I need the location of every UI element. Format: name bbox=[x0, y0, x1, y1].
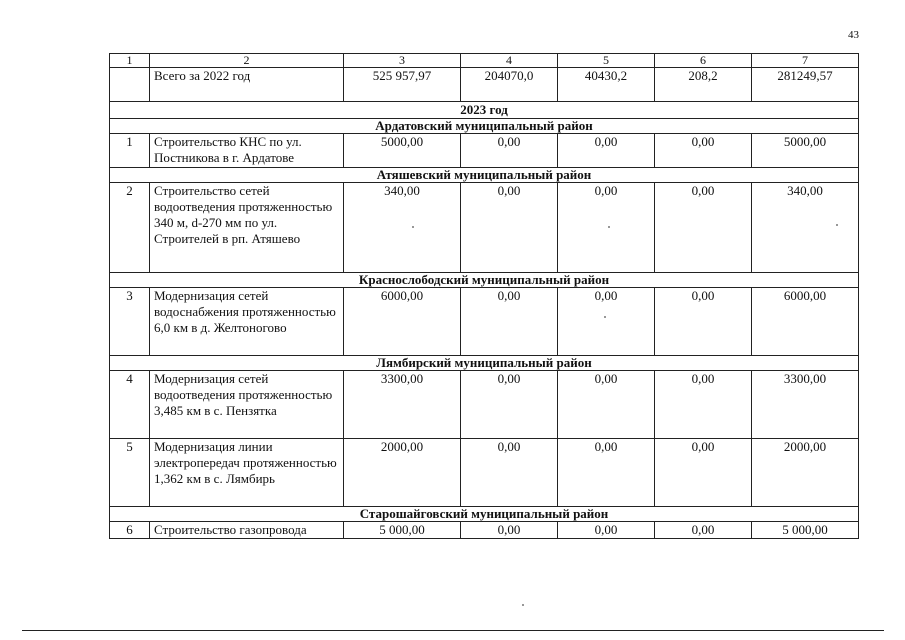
column-number: 3 bbox=[344, 54, 461, 68]
scan-speck bbox=[836, 224, 838, 226]
scan-speck bbox=[522, 604, 524, 606]
row-description: Модернизация линии электропередач протяженностью 1,362 км в с. Лямбирь bbox=[150, 439, 344, 507]
table-row bbox=[110, 288, 859, 356]
section-heading-row bbox=[110, 119, 859, 134]
value-cell: 525 957,97 bbox=[344, 68, 461, 102]
value-cell: 6000,00 bbox=[752, 288, 859, 356]
value-cell: 0,00 bbox=[558, 183, 655, 273]
row-number: 2 bbox=[110, 183, 150, 273]
value-cell: 2000,00 bbox=[752, 439, 859, 507]
section-heading-row bbox=[110, 507, 859, 522]
value-cell: 0,00 bbox=[655, 371, 752, 439]
value-cell: 5000,00 bbox=[752, 134, 859, 168]
value-cell: 0,00 bbox=[655, 522, 752, 539]
total-label: Всего за 2022 год bbox=[150, 68, 344, 102]
table-row bbox=[110, 183, 859, 273]
value-cell: 3300,00 bbox=[752, 371, 859, 439]
year-heading-row bbox=[110, 102, 859, 119]
value-cell: 5000,00 bbox=[344, 134, 461, 168]
scan-speck bbox=[604, 316, 606, 318]
value-cell: 208,2 bbox=[655, 68, 752, 102]
table-row bbox=[110, 439, 859, 507]
table-row bbox=[110, 134, 859, 168]
column-number: 7 bbox=[752, 54, 859, 68]
year-heading: 2023 год bbox=[110, 102, 859, 119]
value-cell: 0,00 bbox=[558, 371, 655, 439]
value-cell: 340,00 bbox=[752, 183, 859, 273]
value-cell: 0,00 bbox=[558, 522, 655, 539]
row-number-cell bbox=[110, 68, 150, 102]
section-heading: Краснослободский муниципальный район bbox=[110, 273, 859, 288]
column-number: 5 bbox=[558, 54, 655, 68]
row-number: 4 bbox=[110, 371, 150, 439]
column-number: 2 bbox=[150, 54, 344, 68]
value-cell: 0,00 bbox=[461, 371, 558, 439]
table-row bbox=[110, 371, 859, 439]
scan-speck bbox=[412, 226, 414, 228]
value-cell: 0,00 bbox=[558, 439, 655, 507]
row-number: 6 bbox=[110, 522, 150, 539]
column-number: 1 bbox=[110, 54, 150, 68]
row-description: Строительство сетей водоотведения протяженностью 340 м, d-270 мм по ул. Строителей в рп. Атяшево bbox=[150, 183, 344, 273]
value-cell: 6000,00 bbox=[344, 288, 461, 356]
value-cell: 281249,57 bbox=[752, 68, 859, 102]
row-description: Строительство КНС по ул. Постникова в г. Ардатове bbox=[150, 134, 344, 168]
value-cell: 5 000,00 bbox=[752, 522, 859, 539]
value-cell: 0,00 bbox=[655, 183, 752, 273]
value-cell: 0,00 bbox=[461, 288, 558, 356]
value-cell: 0,00 bbox=[461, 439, 558, 507]
value-cell: 0,00 bbox=[461, 134, 558, 168]
page-bottom-rule bbox=[22, 630, 884, 631]
column-number-row bbox=[110, 54, 859, 68]
column-number: 6 bbox=[655, 54, 752, 68]
row-number: 5 bbox=[110, 439, 150, 507]
total-row bbox=[110, 68, 859, 102]
value-cell: 0,00 bbox=[655, 288, 752, 356]
column-number: 4 bbox=[461, 54, 558, 68]
page-number: 43 bbox=[848, 29, 859, 41]
table-row bbox=[110, 522, 859, 539]
row-number: 3 bbox=[110, 288, 150, 356]
value-cell: 40430,2 bbox=[558, 68, 655, 102]
section-heading-row bbox=[110, 168, 859, 183]
row-description: Модернизация сетей водоснабжения протяженностью 6,0 км в д. Желтоногово bbox=[150, 288, 344, 356]
value-cell: 0,00 bbox=[461, 183, 558, 273]
value-cell: 204070,0 bbox=[461, 68, 558, 102]
section-heading: Лямбирский муниципальный район bbox=[110, 356, 859, 371]
value-cell: 0,00 bbox=[655, 439, 752, 507]
value-cell: 0,00 bbox=[558, 288, 655, 356]
value-cell: 340,00 bbox=[344, 183, 461, 273]
row-number: 1 bbox=[110, 134, 150, 168]
section-heading-row bbox=[110, 356, 859, 371]
row-description: Модернизация сетей водоотведения протяженностью 3,485 км в с. Пензятка bbox=[150, 371, 344, 439]
section-heading: Старошайговский муниципальный район bbox=[110, 507, 859, 522]
value-cell: 2000,00 bbox=[344, 439, 461, 507]
value-cell: 3300,00 bbox=[344, 371, 461, 439]
row-description: Строительство газопровода bbox=[150, 522, 344, 539]
section-heading: Атяшевский муниципальный район bbox=[110, 168, 859, 183]
scan-speck bbox=[608, 226, 610, 228]
value-cell: 5 000,00 bbox=[344, 522, 461, 539]
value-cell: 0,00 bbox=[655, 134, 752, 168]
budget-table bbox=[109, 53, 859, 539]
section-heading: Ардатовский муниципальный район bbox=[110, 119, 859, 134]
value-cell: 0,00 bbox=[461, 522, 558, 539]
value-cell: 0,00 bbox=[558, 134, 655, 168]
section-heading-row bbox=[110, 273, 859, 288]
